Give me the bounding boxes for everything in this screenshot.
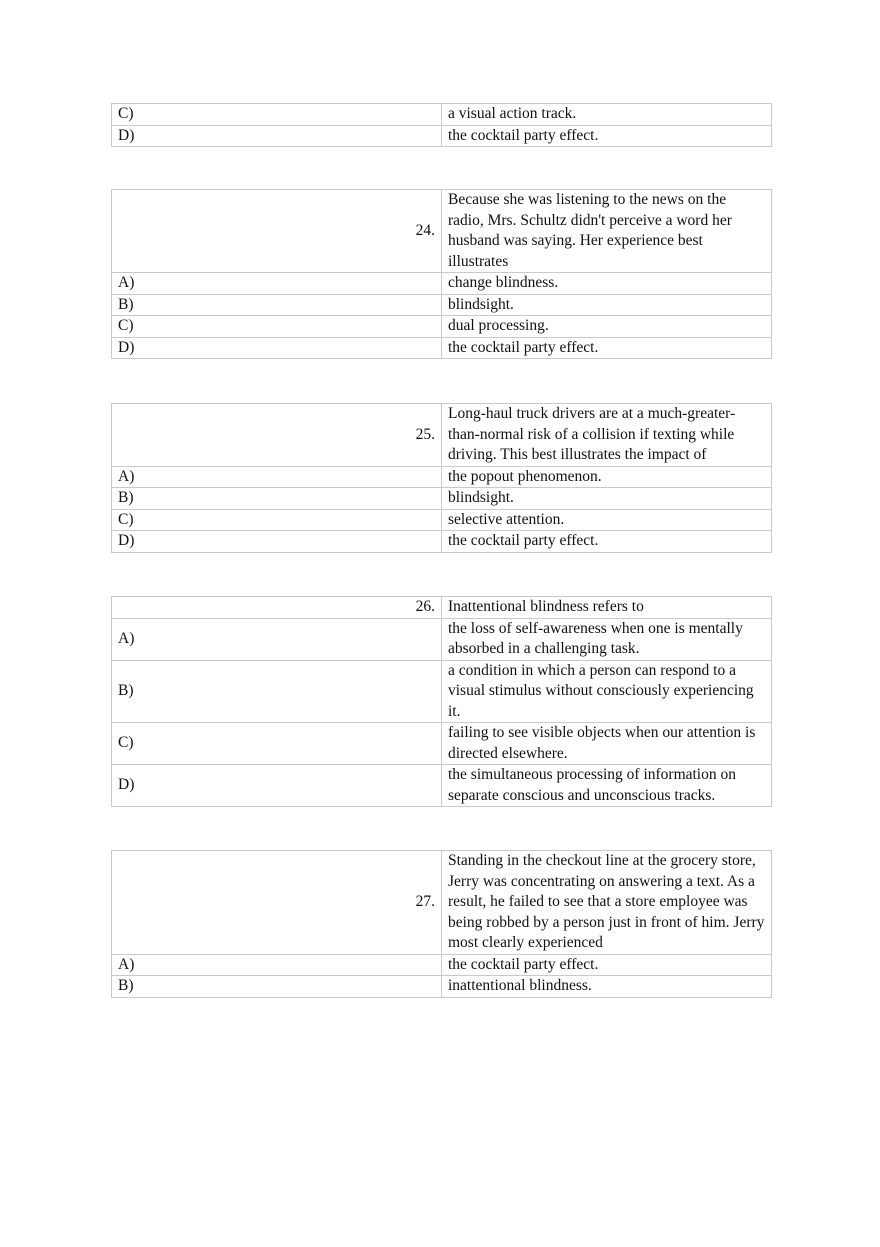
option-letter: A) <box>112 618 442 660</box>
option-row <box>112 273 772 295</box>
question-27 <box>111 850 772 998</box>
option-text: the cocktail party effect. <box>442 337 772 359</box>
option-row <box>112 488 772 510</box>
option-row <box>112 466 772 488</box>
option-letter: D) <box>112 337 442 359</box>
question-number: 26. <box>112 597 442 619</box>
option-letter: B) <box>112 488 442 510</box>
option-text: the cocktail party effect. <box>442 531 772 553</box>
option-letter: C) <box>112 104 442 126</box>
question-number: 27. <box>112 851 442 955</box>
option-text: selective attention. <box>442 509 772 531</box>
option-row <box>112 976 772 998</box>
option-text: the cocktail party effect. <box>442 954 772 976</box>
option-letter: D) <box>112 531 442 553</box>
question-26 <box>111 596 772 807</box>
question-24 <box>111 189 772 359</box>
option-letter: A) <box>112 954 442 976</box>
option-text: blindsight. <box>442 294 772 316</box>
option-text: a visual action track. <box>442 104 772 126</box>
option-row <box>112 660 772 723</box>
option-row <box>112 618 772 660</box>
question-text: Because she was listening to the news on the radio, Mrs. Schultz didn't perceive a word her husband was saying. Her experience best illustrates <box>442 190 772 273</box>
option-letter: D) <box>112 765 442 807</box>
option-letter: B) <box>112 294 442 316</box>
option-row <box>112 337 772 359</box>
option-text: blindsight. <box>442 488 772 510</box>
option-row <box>112 104 772 126</box>
option-letter: B) <box>112 976 442 998</box>
option-letter: B) <box>112 660 442 723</box>
question-text: Standing in the checkout line at the grocery store, Jerry was concentrating on answering a text. As a result, he failed to see that a store employee was being robbed by a person just in front of him. Jerry most clearly experienced <box>442 851 772 955</box>
option-row <box>112 294 772 316</box>
question-number: 25. <box>112 404 442 467</box>
option-letter: D) <box>112 125 442 147</box>
question-row <box>112 190 772 273</box>
option-text: the loss of self-awareness when one is mentally absorbed in a challenging task. <box>442 618 772 660</box>
question-23-continued <box>111 103 772 147</box>
question-text: Inattentional blindness refers to <box>442 597 772 619</box>
question-25 <box>111 403 772 553</box>
option-letter: A) <box>112 273 442 295</box>
question-text: Long-haul truck drivers are at a much-greater-than-normal risk of a collision if texting while driving. This best illustrates the impact of <box>442 404 772 467</box>
option-text: dual processing. <box>442 316 772 338</box>
option-row <box>112 316 772 338</box>
option-row <box>112 765 772 807</box>
option-row <box>112 125 772 147</box>
option-text: the cocktail party effect. <box>442 125 772 147</box>
option-row <box>112 531 772 553</box>
question-row <box>112 404 772 467</box>
option-letter: C) <box>112 509 442 531</box>
option-row <box>112 509 772 531</box>
option-text: failing to see visible objects when our attention is directed elsewhere. <box>442 723 772 765</box>
option-row <box>112 723 772 765</box>
option-text: a condition in which a person can respond to a visual stimulus without consciously experiencing it. <box>442 660 772 723</box>
question-row <box>112 597 772 619</box>
option-text: the simultaneous processing of information on separate conscious and unconscious tracks. <box>442 765 772 807</box>
option-text: the popout phenomenon. <box>442 466 772 488</box>
option-letter: C) <box>112 316 442 338</box>
option-row <box>112 954 772 976</box>
option-letter: A) <box>112 466 442 488</box>
option-text: change blindness. <box>442 273 772 295</box>
question-number: 24. <box>112 190 442 273</box>
question-row <box>112 851 772 955</box>
option-letter: C) <box>112 723 442 765</box>
option-text: inattentional blindness. <box>442 976 772 998</box>
